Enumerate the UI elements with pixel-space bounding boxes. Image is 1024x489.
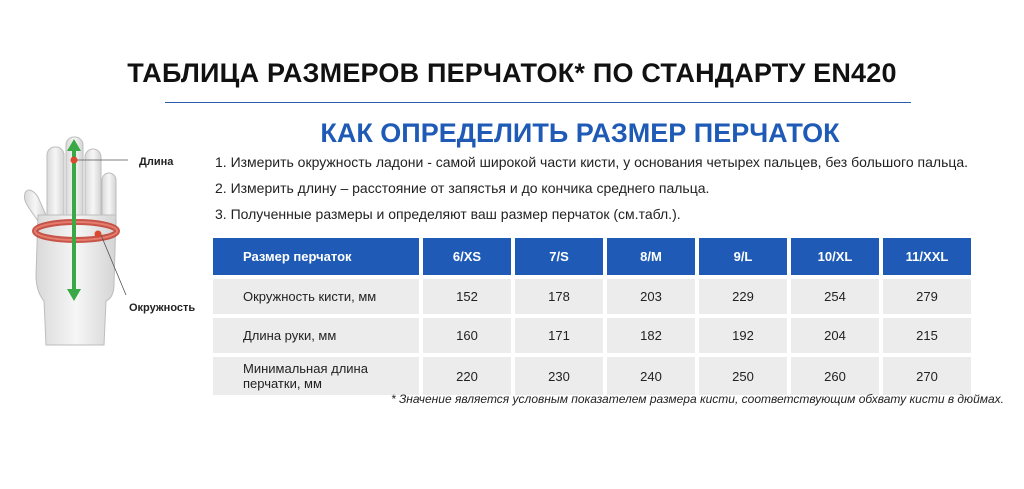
length-label: Длина bbox=[139, 156, 174, 168]
table-cell: 240 bbox=[607, 357, 695, 395]
table-cell: 230 bbox=[515, 357, 603, 395]
table-cell: 178 bbox=[515, 279, 603, 314]
table-cell: 260 bbox=[791, 357, 879, 395]
circumference-label: Окружность bbox=[129, 302, 196, 314]
header-cell: 11/XXL bbox=[883, 238, 971, 275]
table-cell: 203 bbox=[607, 279, 695, 314]
header-cell: 7/S bbox=[515, 238, 603, 275]
table-cell: 182 bbox=[607, 318, 695, 353]
header-cell-size: Размер перчаток bbox=[213, 238, 419, 275]
table-cell: 250 bbox=[699, 357, 787, 395]
table-row bbox=[213, 357, 971, 395]
row-label: Минимальная длина перчатки, мм bbox=[213, 357, 419, 395]
row-label: Окружность кисти, мм bbox=[213, 279, 419, 314]
footnote: * Значение является условным показателем размера кисти, соответствующим обхвату кисти в дюймах. bbox=[390, 392, 1004, 406]
page-title: ТАБЛИЦА РАЗМЕРОВ ПЕРЧАТОК* ПО СТАНДАРТУ EN420 bbox=[127, 58, 897, 88]
header-cell: 9/L bbox=[699, 238, 787, 275]
glove-diagram bbox=[18, 135, 128, 355]
row-label: Длина руки, мм bbox=[213, 318, 419, 353]
instruction-step: 3. Полученные размеры и определяют ваш размер перчаток (см.табл.). bbox=[215, 206, 681, 222]
table-cell: 160 bbox=[423, 318, 511, 353]
table-row bbox=[213, 318, 971, 353]
header-cell: 6/XS bbox=[423, 238, 511, 275]
table-cell: 204 bbox=[791, 318, 879, 353]
table-cell: 229 bbox=[699, 279, 787, 314]
table-cell: 215 bbox=[883, 318, 971, 353]
table-cell: 171 bbox=[515, 318, 603, 353]
section-heading: КАК ОПРЕДЕЛИТЬ РАЗМЕР ПЕРЧАТОК bbox=[320, 118, 840, 148]
table-cell: 270 bbox=[883, 357, 971, 395]
table-cell: 192 bbox=[699, 318, 787, 353]
header-cell: 10/XL bbox=[791, 238, 879, 275]
table-row bbox=[213, 279, 971, 314]
size-table bbox=[209, 234, 975, 399]
header-cell: 8/M bbox=[607, 238, 695, 275]
table-cell: 152 bbox=[423, 279, 511, 314]
table-header-row bbox=[213, 238, 971, 275]
instruction-list bbox=[215, 154, 1005, 232]
title-divider bbox=[165, 102, 911, 103]
table-cell: 220 bbox=[423, 357, 511, 395]
table-cell: 279 bbox=[883, 279, 971, 314]
instruction-step: 1. Измерить окружность ладони - самой широкой части кисти, у основания четырех пальцев, без большого пальца. bbox=[215, 154, 969, 170]
instruction-step: 2. Измерить длину – расстояние от запястья и до кончика среднего пальца. bbox=[215, 180, 710, 196]
table-cell: 254 bbox=[791, 279, 879, 314]
